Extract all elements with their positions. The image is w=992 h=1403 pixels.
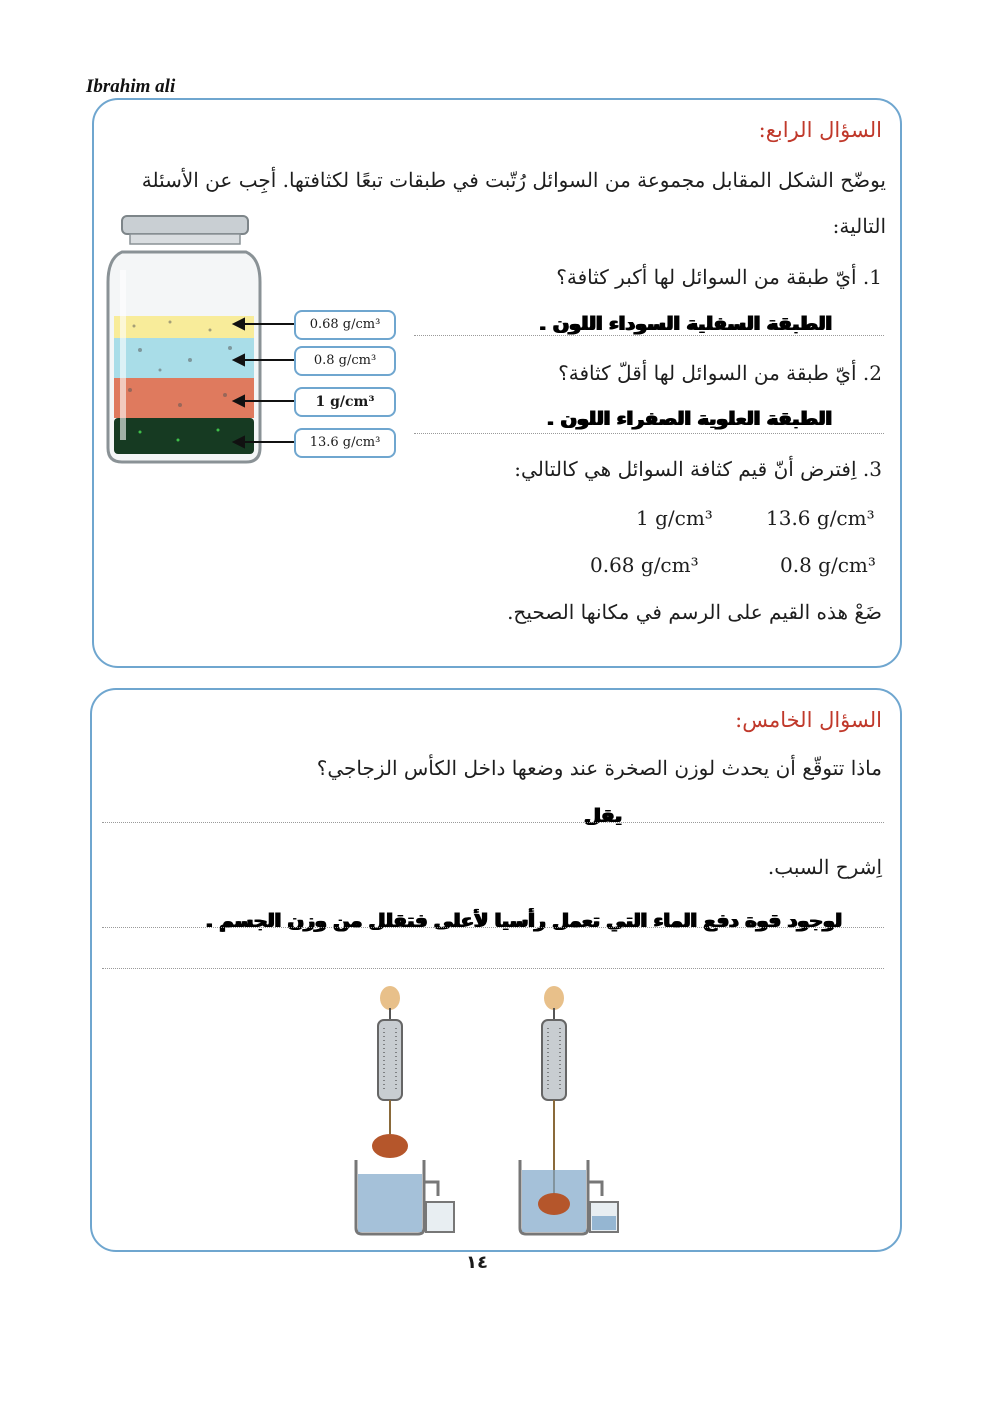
density-value-2: 13.6 g/cm³ xyxy=(766,506,875,530)
jar-label-3[interactable]: 1 g/cm³ xyxy=(294,387,396,417)
question-4-intro-line2: التالية: xyxy=(832,214,886,238)
overflow-cup-left xyxy=(426,1202,454,1232)
answer-2-line xyxy=(414,433,884,434)
question-4-intro-line1: يوضّح الشكل المقابل مجموعة من السوائل رُتّبت في طبقات تبعًا لكثافتها. أجِب عن الأسئلة xyxy=(141,168,886,192)
jar-label-1[interactable]: 0.68 g/cm³ xyxy=(294,310,396,340)
rock-right xyxy=(538,1193,570,1215)
spring-balance-right xyxy=(542,1020,566,1100)
density-value-4: 0.8 g/cm³ xyxy=(780,553,876,577)
setup-rock-in-water xyxy=(520,986,618,1234)
explain-line-2 xyxy=(102,968,884,969)
question-5-answer-line xyxy=(102,822,884,823)
answer-1[interactable]: الطبقة السفلية السوداء اللون . xyxy=(539,313,832,335)
question-5-title: السؤال الخامس: xyxy=(735,708,882,732)
density-value-3: 0.68 g/cm³ xyxy=(590,553,699,577)
hand-left xyxy=(380,986,400,1010)
answer-2[interactable]: الطبقة العلوية الصفراء اللون . xyxy=(546,408,832,430)
hand-right xyxy=(544,986,564,1010)
rock-left xyxy=(372,1134,408,1158)
question-4-title: السؤال الرابع: xyxy=(758,118,882,142)
spring-balance-left xyxy=(378,1020,402,1100)
question-5-explain-prompt: اِشرح السبب. xyxy=(767,855,882,879)
question-4-sub2: 2. أيّ طبقة من السوائل لها أقلّ كثافة؟ xyxy=(558,361,882,385)
jar-lid xyxy=(122,216,248,234)
jar-label-4[interactable]: 13.6 g/cm³ xyxy=(294,428,396,458)
question-4-sub3: 3. اِفترض أنّ قيم كثافة السوائل هي كالتالي: xyxy=(514,457,882,481)
jar-label-2[interactable]: 0.8 g/cm³ xyxy=(294,346,396,376)
spring-balance-illustration xyxy=(340,984,630,1240)
jar-neck xyxy=(130,234,240,244)
layer-blue xyxy=(114,338,254,378)
setup-rock-in-air xyxy=(356,986,454,1234)
answer-1-line xyxy=(414,335,884,336)
density-value-1: 1 g/cm³ xyxy=(636,506,713,530)
author-name: Ibrahim ali xyxy=(86,76,176,97)
question-5-question: ماذا تتوقّع أن يحدث لوزن الصخرة عند وضعها داخل الكأس الزجاجي؟ xyxy=(316,756,882,780)
question-5-answer[interactable]: يقل xyxy=(584,805,622,827)
explain-line-1 xyxy=(102,927,884,928)
question-4-instruction: ضَعْ هذه القيم على الرسم في مكانها الصحيح. xyxy=(507,600,882,624)
layer-red xyxy=(114,378,254,418)
jar-glare xyxy=(120,270,126,440)
page-number: ١٤ xyxy=(466,1252,488,1273)
layer-black xyxy=(114,418,254,454)
question-5-explain-answer[interactable]: لوجود قوة دفع الماء التي تعمل رأسيا لأعلى فتقلل من وزن الجسم . xyxy=(205,910,842,932)
question-4-sub1: 1. أيّ طبقة من السوائل لها أكبر كثافة؟ xyxy=(556,265,882,289)
